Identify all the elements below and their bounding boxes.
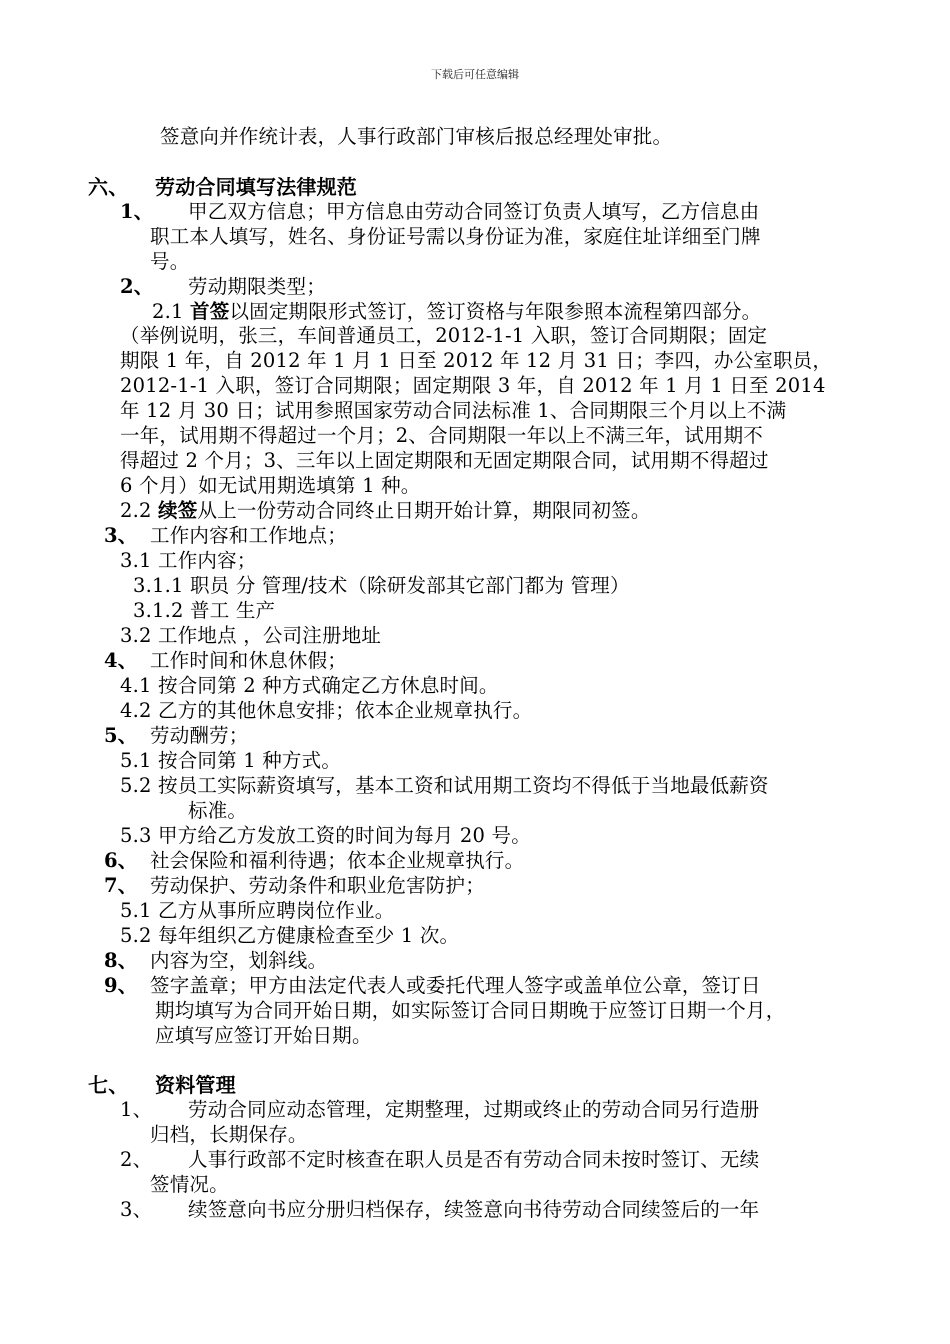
example-line: 年 12 月 30 日；试用参照国家劳动合同法标准 1、合同期限三个月以上不满: [120, 399, 787, 422]
s7-item-3-line: 续签意向书应分册归档保存，续签意向书待劳动合同续签后的一年: [188, 1198, 760, 1221]
item-3-number: 3、: [104, 524, 138, 547]
item-9-line: 应填写应签订开始日期。: [155, 1024, 372, 1047]
paragraph-2-2-text: 从上一份劳动合同终止日期开始计算，期限同初签。: [197, 499, 651, 522]
s7-item-2-line: 签情况。: [150, 1173, 229, 1196]
s7-item-1-line: 归档，长期保存。: [150, 1123, 308, 1146]
item-2-text: 劳动期限类型；: [188, 275, 326, 298]
item-7-text: 劳动保护、劳动条件和职业危害防护；: [150, 874, 485, 897]
item-1-line: 职工本人填写，姓名、身份证号需以身份证为准，家庭住址详细至门牌: [150, 225, 761, 248]
subitem-5-1: 5.1 按合同第 1 种方式。: [120, 749, 342, 772]
example-line: （举例说明，张三，车间普通员工，2012-1-1 入职，签订合同期限；固定: [120, 324, 768, 347]
item-6-number: 6、: [104, 849, 138, 872]
item-8-text: 内容为空，划斜线。: [150, 949, 328, 972]
example-line: 期限 1 年，自 2012 年 1 月 1 日至 2012 年 12 月 31 日；李四，办公室职员，: [120, 349, 833, 372]
paragraph-2-1-number: 2.1: [152, 300, 184, 323]
page-header: 下载后可任意编辑: [431, 68, 519, 81]
subitem-7-2: 5.2 每年组织乙方健康检查至少 1 次。: [120, 924, 460, 947]
subitem-3-2: 3.2 工作地点 ，公司注册地址: [120, 624, 382, 647]
item-9-line: 签字盖章；甲方由法定代表人或委托代理人签字或盖单位公章，签订日: [150, 974, 761, 997]
item-1-line: 甲乙双方信息；甲方信息由劳动合同签订负责人填写，乙方信息由: [188, 200, 760, 223]
subitem-3-1-2: 3.1.2 普工 生产: [133, 599, 276, 622]
section-7-title: 资料管理: [155, 1073, 236, 1097]
continuation-line: 签意向并作统计表，人事行政部门审核后报总经理处审批。: [160, 125, 673, 148]
section-6-number: 六、: [88, 175, 129, 199]
subitem-7-1: 5.1 乙方从事所应聘岗位作业。: [120, 899, 395, 922]
paragraph-2-2-number: 2.2: [120, 499, 152, 522]
s7-item-1-line: 劳动合同应动态管理，定期整理，过期或终止的劳动合同另行造册: [188, 1098, 760, 1121]
section-6-title: 劳动合同填写法律规范: [155, 175, 357, 199]
subitem-4-2: 4.2 乙方的其他休息安排；依本企业规章执行。: [120, 699, 533, 722]
example-line: 2012-1-1 入职，签订合同期限；固定期限 3 年，自 2012 年 1 月 1 日至 2014: [120, 374, 826, 397]
s7-item-1-number: 1、: [120, 1098, 153, 1121]
item-1-line: 号。: [150, 250, 190, 273]
paragraph-2-1-text: 以固定期限形式签订，签订资格与年限参照本流程第四部分。: [229, 300, 762, 323]
s7-item-3-number: 3、: [120, 1198, 153, 1221]
item-2-number: 2、: [120, 275, 154, 298]
example-line: 得超过 2 个月；3、三年以上固定期限和无固定期限合同，试用期不得超过: [120, 449, 769, 472]
item-4-text: 工作时间和休息休假；: [150, 649, 348, 672]
s7-item-2-line: 人事行政部不定时核查在职人员是否有劳动合同未按时签订、无续: [188, 1148, 760, 1171]
s7-item-2-number: 2、: [120, 1148, 153, 1171]
subitem-3-1: 3.1 工作内容；: [120, 549, 257, 572]
subitem-5-2-cont: 标准。: [188, 799, 248, 822]
item-5-text: 劳动酬劳；: [150, 724, 249, 747]
item-8-number: 8、: [104, 949, 138, 972]
subitem-3-1-1: 3.1.1 职员 分 管理/技术（除研发部其它部门都为 管理）: [133, 574, 630, 597]
section-7-number: 七、: [88, 1073, 129, 1097]
paragraph-2-1-keyword: 首签: [190, 300, 230, 323]
subitem-4-1: 4.1 按合同第 2 种方式确定乙方休息时间。: [120, 674, 499, 697]
item-5-number: 5、: [104, 724, 138, 747]
subitem-5-3: 5.3 甲方给乙方发放工资的时间为每月 20 号。: [120, 824, 531, 847]
paragraph-2-1: [152, 300, 761, 324]
example-line: 6 个月）如无试用期选填第 1 种。: [120, 474, 421, 497]
item-6-text: 社会保险和福利待遇；依本企业规章执行。: [150, 849, 525, 872]
item-3-text: 工作内容和工作地点；: [150, 524, 348, 547]
item-9-line: 期均填写为合同开始日期，如实际签订合同日期晚于应签订日期一个月，: [155, 999, 786, 1022]
subitem-5-2: 5.2 按员工实际薪资填写，基本工资和试用期工资均不得低于当地最低薪资: [120, 774, 769, 797]
item-7-number: 7、: [104, 874, 138, 897]
item-4-number: 4、: [104, 649, 138, 672]
item-1-number: 1、: [120, 200, 154, 223]
paragraph-2-2: [120, 499, 651, 523]
item-9-number: 9、: [104, 974, 138, 997]
paragraph-2-2-keyword: 续签: [158, 499, 198, 522]
example-line: 一年，试用期不得超过一个月；2、合同期限一年以上不满三年，试用期不: [120, 424, 764, 447]
